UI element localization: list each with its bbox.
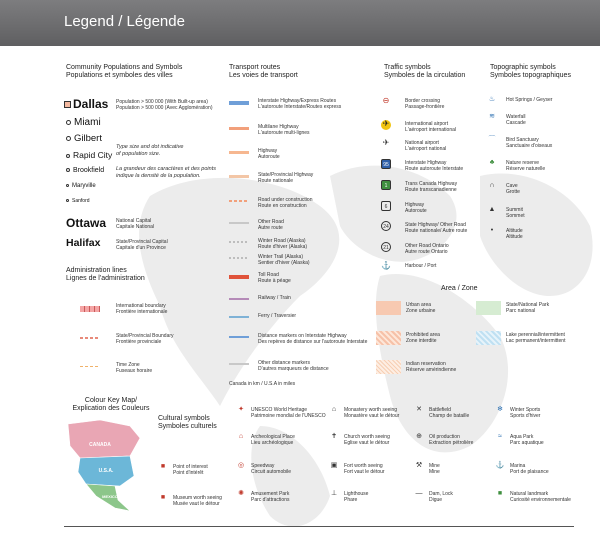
legend-header xyxy=(0,0,600,46)
cultural-col3-label-en-2: Fort worth seeing xyxy=(344,463,383,469)
cave-icon: ∩ xyxy=(489,182,495,189)
admin-item-2-fr: Fuseaux horaire xyxy=(116,368,153,374)
highway-shield-icon: 6 xyxy=(381,201,391,211)
archeological-icon: ⌂ xyxy=(238,433,244,440)
colour-key-title-en: Colour Key Map/ xyxy=(84,397,138,404)
city-rapid-city: Rapid City xyxy=(66,150,112,160)
area-label-en-4: Lake perennial/intermittent xyxy=(506,332,565,338)
topo-label-fr-4: Grotte xyxy=(506,189,520,195)
traffic-label-fr-4: Route transcanadienne xyxy=(405,187,457,193)
area-label-en-1: Prohibited area xyxy=(406,332,440,338)
cultural-col2-label-fr-3: Parc d'attractions xyxy=(251,497,290,503)
cultural-col4-label-fr-0: Champ de bataille xyxy=(429,413,470,419)
church-icon: ✝ xyxy=(331,433,337,440)
nature-reserve-icon: ♣ xyxy=(489,159,495,166)
topo-label-en-3: Nature reserve xyxy=(506,160,540,166)
area-swatch-1 xyxy=(376,331,401,345)
cultural-col1-label-fr-1: Musée vaut le détour xyxy=(173,501,220,507)
waterfall-icon: ≋ xyxy=(489,113,495,120)
route-label-fr-12: D'autres marqueurs de distance xyxy=(258,366,329,372)
cultural-col2-label-fr-2: Circuit automobile xyxy=(251,469,292,475)
natural-landmark-icon: ■ xyxy=(497,490,503,497)
dam-icon: — xyxy=(415,490,423,497)
cultural-col3-label-fr-0: Monastère vaut le détour xyxy=(344,413,400,419)
traffic-label-en-7: Other Road Ontario xyxy=(405,243,449,249)
traffic-label-en-4: Trans Canada Highway xyxy=(405,181,458,187)
topo-label-en-0: Hot Springs / Geyser xyxy=(506,97,553,103)
national-capital-fr: Capitale National xyxy=(116,224,155,230)
topo-label-fr-2: Sanctuaire d'oiseaux xyxy=(506,143,553,149)
area-swatch-3 xyxy=(476,301,501,315)
admin-item-0-en: International boundary xyxy=(116,303,166,309)
route-label-en-11: Distance markers on Interstate Highway xyxy=(258,333,347,339)
provincial-capital-fr: Capitale d'un Province xyxy=(116,245,166,251)
amusement-park-icon: ✺ xyxy=(238,490,244,497)
city-sanford: Sanford xyxy=(66,198,90,204)
route-label-fr-6: Route d'hiver (Alaska) xyxy=(258,244,308,250)
marina-icon: ⚓ xyxy=(495,462,505,469)
traffic-section xyxy=(384,64,465,80)
museum-icon: ■ xyxy=(160,494,166,501)
route-label-en-9: Railway / Train xyxy=(258,295,291,301)
route-label-fr-1: L'autoroute multi-lignes xyxy=(258,130,310,136)
topo-label-en-5: Summit xyxy=(506,207,523,213)
traffic-title-en: Traffic symbols xyxy=(384,64,431,71)
canada-region xyxy=(68,420,140,458)
cultural-section xyxy=(158,415,217,431)
national-airport-icon: ✈ xyxy=(382,138,390,147)
city-maryville: Maryville xyxy=(66,183,96,189)
national-capital-example: Ottawa xyxy=(66,216,107,230)
cultural-title-en: Cultural symbols xyxy=(158,415,210,422)
city-gilbert: Gilbert xyxy=(66,133,102,144)
traffic-label-fr-3: Route autoroute Interstate xyxy=(405,166,464,172)
route-symbol-1 xyxy=(229,127,249,130)
area-label-fr-4: Lac permanent/intermittent xyxy=(506,338,566,344)
traffic-label-en-8: Harbour / Port xyxy=(405,263,437,269)
topo-label-en-4: Cave xyxy=(506,183,518,189)
route-label-fr-0: L'autoroute Interstate/Routes express xyxy=(258,104,342,110)
community-title-en: Community Populations and Symbols xyxy=(66,64,183,71)
area-label-en-2: Indian reservation xyxy=(406,361,446,367)
pop-note-fr: Population > 500 000 (Avec Agglomération) xyxy=(116,105,213,111)
traffic-label-fr-5: Autoroute xyxy=(405,208,427,214)
cultural-col5-label-fr-1: Parc aquatique xyxy=(510,440,544,446)
cultural-col3-label-en-0: Monastery worth seeing xyxy=(344,407,398,413)
monastery-icon: ⌂ xyxy=(331,406,337,413)
cultural-col5-label-fr-0: Sports d'hiver xyxy=(510,413,541,419)
cultural-col2-label-en-1: Archeological Place xyxy=(251,434,295,440)
traffic-label-fr-0: Passage-frontière xyxy=(405,104,445,110)
time-zone-symbol xyxy=(80,366,100,367)
admin-item-0-fr: Frontière internationale xyxy=(116,309,168,315)
route-label-fr-2: Autoroute xyxy=(258,154,280,160)
battlefield-icon: ✕ xyxy=(416,406,422,413)
topo-label-fr-6: Altitude xyxy=(506,234,523,240)
cultural-col2-label-fr-1: Lieu archéologique xyxy=(251,440,294,446)
route-label-fr-4: Route en construction xyxy=(258,203,307,209)
lighthouse-icon: ⊥ xyxy=(330,490,338,497)
legend-title: Legend / Légende xyxy=(64,13,185,30)
topo-label-fr-1: Cascade xyxy=(506,120,526,126)
route-label-en-8: Toll Road xyxy=(258,272,279,278)
size-note-fr2: indique la densité de la population. xyxy=(116,173,201,179)
route-label-en-7: Winter Trail (Alaska) xyxy=(258,254,304,260)
transport-title-en: Transport routes xyxy=(229,64,281,71)
city-miami: Miami xyxy=(66,117,101,128)
mine-icon: ⚒ xyxy=(415,462,423,469)
cultural-col2-label-en-2: Speedway xyxy=(251,463,275,469)
ontario-road-shield-icon: 21 xyxy=(381,242,391,252)
area-label-en-3: State/National Park xyxy=(506,302,550,308)
topo-label-fr-5: Sommet xyxy=(506,213,525,219)
provincial-capital-en: State/Provincial Capital xyxy=(116,239,168,245)
route-symbol-0 xyxy=(229,101,249,105)
route-label-en-10: Ferry / Traversier xyxy=(258,313,297,319)
topo-label-en-1: Waterfall xyxy=(506,114,526,120)
cultural-col4-label-en-1: Oil production xyxy=(429,434,460,440)
traffic-label-fr-6: Route nationale/ Autre route xyxy=(405,228,468,234)
community-section xyxy=(66,64,182,80)
cultural-col5-label-en-0: Winter Sports xyxy=(510,407,541,413)
cultural-col3-label-en-1: Church worth seeing xyxy=(344,434,390,440)
traffic-label-en-2: National airport xyxy=(405,140,439,146)
topo-title-en: Topographic symbols xyxy=(490,64,556,71)
international-airport-icon: ✈ xyxy=(382,119,390,128)
cultural-col3-label-en-3: Lighthouse xyxy=(344,491,369,497)
transport-footnote: Canada in km / U.S.A in miles xyxy=(229,381,296,387)
hot-spring-icon: ♨ xyxy=(488,96,496,103)
route-label-en-1: Multilane Highway xyxy=(258,124,299,130)
city-dallas: Dallas xyxy=(64,97,108,111)
traffic-label-en-0: Border crossing xyxy=(405,98,441,104)
traffic-title-fr: Symboles de la circulation xyxy=(384,72,466,79)
route-label-fr-11: Des repères de distance sur l'autoroute Interstate xyxy=(258,339,368,345)
topo-label-en-6: Altitude xyxy=(506,228,523,234)
unesco-icon: ✦ xyxy=(238,406,244,413)
traffic-label-fr-2: L'aéroport national xyxy=(405,146,447,152)
canada-label: CANADA xyxy=(89,442,111,448)
route-label-en-3: State/Provincial Highway xyxy=(258,172,314,178)
cultural-col1-label-en-1: Museum worth seeing xyxy=(173,495,222,501)
route-symbol-7 xyxy=(229,257,249,259)
size-note-fr1: La grandeur des caractères et des points xyxy=(116,166,216,172)
state-highway-shield-icon: 24 xyxy=(381,221,391,231)
route-label-fr-8: Route à péage xyxy=(258,278,291,284)
cultural-col5-label-en-3: Natural landmark xyxy=(510,491,549,497)
route-symbol-12 xyxy=(229,363,249,365)
traffic-label-fr-7: Autre route Ontario xyxy=(405,249,448,255)
area-swatch-0 xyxy=(376,301,401,315)
route-label-en-6: Winter Road (Alaska) xyxy=(258,238,306,244)
summit-icon: ▲ xyxy=(488,206,496,213)
cultural-col4-label-en-2: Mine xyxy=(429,463,440,469)
colour-key-section xyxy=(66,397,156,413)
size-note-en1: Type size and dot indicative xyxy=(116,144,184,150)
built-up-dot-icon xyxy=(64,101,71,108)
size-note-en2: of population size. xyxy=(116,151,161,157)
city-dot-icon xyxy=(66,136,71,141)
transport-section xyxy=(229,64,298,80)
city-brookfield: Brookfield xyxy=(66,167,104,174)
area-label-fr-0: Zone urbaine xyxy=(406,308,436,314)
cultural-col3-label-fr-3: Phare xyxy=(344,497,358,503)
area-swatch-2 xyxy=(376,360,401,374)
colour-key-map xyxy=(60,416,150,516)
city-dot-icon xyxy=(66,120,71,125)
national-capital-en: National Capital xyxy=(116,218,152,224)
bottom-divider xyxy=(64,526,574,527)
cultural-col5-label-en-1: Aqua Park xyxy=(510,434,534,440)
transport-title-fr: Les voies de transport xyxy=(229,72,298,79)
route-label-en-4: Road under construction xyxy=(258,197,313,203)
harbour-anchor-icon: ⚓ xyxy=(381,261,391,270)
provincial-capital-example: Halifax xyxy=(66,237,101,249)
border-crossing-icon: ⊖ xyxy=(382,96,390,105)
cultural-col2-label-en-3: Amusement Park xyxy=(251,491,290,497)
provincial-boundary-symbol xyxy=(80,337,100,339)
mexico-label: MEXICO xyxy=(102,494,118,499)
city-dot-icon xyxy=(66,199,69,202)
route-symbol-11 xyxy=(229,336,249,338)
cultural-col3-label-fr-1: Eglise vaut le détour xyxy=(344,440,390,446)
admin-title-en: Administration lines xyxy=(66,267,127,274)
cultural-col3-label-fr-2: Fort vaut le détour xyxy=(344,469,385,475)
cultural-col1-label-fr-0: Point d'intérêt xyxy=(173,470,204,476)
route-symbol-8 xyxy=(229,275,249,279)
cultural-col4-label-fr-3: Digue xyxy=(429,497,443,503)
route-label-en-2: Highway xyxy=(258,148,278,154)
route-symbol-4 xyxy=(229,200,249,202)
traffic-label-fr-1: L'aéroport international xyxy=(405,127,456,133)
cultural-col5-label-fr-2: Port de plaisance xyxy=(510,469,549,475)
point-of-interest-icon: ■ xyxy=(160,463,166,470)
cultural-col5-label-en-2: Marina xyxy=(510,463,526,469)
cultural-title-fr: Symboles culturels xyxy=(158,423,217,430)
area-title: Area / Zone xyxy=(441,285,478,292)
city-dot-icon xyxy=(66,168,70,172)
route-label-en-12: Other distance markers xyxy=(258,360,310,366)
city-dot-icon xyxy=(66,184,69,187)
cultural-col4-label-fr-1: Extraction pétrolière xyxy=(429,440,474,446)
area-label-fr-1: Zone interdite xyxy=(406,338,437,344)
topo-label-fr-3: Réserve naturelle xyxy=(506,166,546,172)
area-label-en-0: Urban area xyxy=(406,302,432,308)
international-boundary-symbol xyxy=(80,306,100,312)
route-symbol-6 xyxy=(229,241,249,243)
interstate-shield-icon: 95 xyxy=(381,159,391,169)
speedway-icon: ◎ xyxy=(237,462,245,469)
cultural-col4-label-en-3: Dam, Lock xyxy=(429,491,453,497)
area-section xyxy=(441,285,478,293)
cultural-col5-label-fr-3: Curiosité environnementale xyxy=(510,497,571,503)
topo-section xyxy=(490,64,571,80)
traffic-label-en-1: International airport xyxy=(405,121,449,127)
oil-production-icon: ⊕ xyxy=(416,433,422,440)
cultural-col2-label-fr-0: Patrimoine mondial de l'UNESCO xyxy=(251,413,326,419)
bird-icon: ⌒ xyxy=(488,136,496,143)
usa-label: U.S.A. xyxy=(98,468,114,474)
traffic-label-en-3: Interstate Highway xyxy=(405,160,447,166)
admin-item-2-en: Time Zone xyxy=(116,362,140,368)
route-label-fr-3: Route nationale xyxy=(258,178,294,184)
route-symbol-3 xyxy=(229,175,249,178)
trans-canada-shield-icon: 1 xyxy=(381,180,391,190)
route-symbol-2 xyxy=(229,151,249,154)
area-label-fr-3: Parc national xyxy=(506,308,536,314)
route-label-fr-5: Autre route xyxy=(258,225,283,231)
admin-title-fr: Lignes de l'administration xyxy=(66,275,145,282)
admin-section xyxy=(66,267,145,283)
winter-sports-icon: ❄ xyxy=(497,406,503,413)
traffic-label-en-6: State Highway/ Other Road xyxy=(405,222,466,228)
route-label-fr-7: Sentier d'hiver (Alaska) xyxy=(258,260,310,266)
admin-item-1-en: State/Provincial Boundary xyxy=(116,333,174,339)
topo-label-en-2: Bird Sanctuary xyxy=(506,137,539,143)
route-symbol-10 xyxy=(229,316,249,318)
cultural-col4-label-fr-2: Mine xyxy=(429,469,440,475)
altitude-icon: • xyxy=(490,227,494,234)
topo-title-fr: Symboles topographiques xyxy=(490,72,571,79)
cultural-col1-label-en-0: Point of interest xyxy=(173,464,208,470)
traffic-label-en-5: Highway xyxy=(405,202,425,208)
pop-note-en: Population > 500 000 (With Built-up area) xyxy=(116,99,208,105)
route-label-en-5: Other Road xyxy=(258,219,284,225)
area-swatch-4 xyxy=(476,331,501,345)
route-symbol-5 xyxy=(229,222,249,224)
area-label-fr-2: Réserve amérindienne xyxy=(406,367,457,373)
route-symbol-9 xyxy=(229,298,249,300)
aqua-park-icon: ≈ xyxy=(498,433,502,440)
community-title-fr: Populations et symboles des villes xyxy=(66,72,173,79)
admin-item-1-fr: Frontière provinciale xyxy=(116,339,162,345)
route-label-en-0: Interstate Highway/Express Routes xyxy=(258,98,337,104)
cultural-col2-label-en-0: UNESCO World Heritage xyxy=(251,407,308,413)
city-dot-icon xyxy=(66,154,70,158)
cultural-col4-label-en-0: Battlefield xyxy=(429,407,451,413)
fort-icon: ▣ xyxy=(330,462,338,469)
colour-key-title-fr: Explication des Couleurs xyxy=(72,405,150,412)
